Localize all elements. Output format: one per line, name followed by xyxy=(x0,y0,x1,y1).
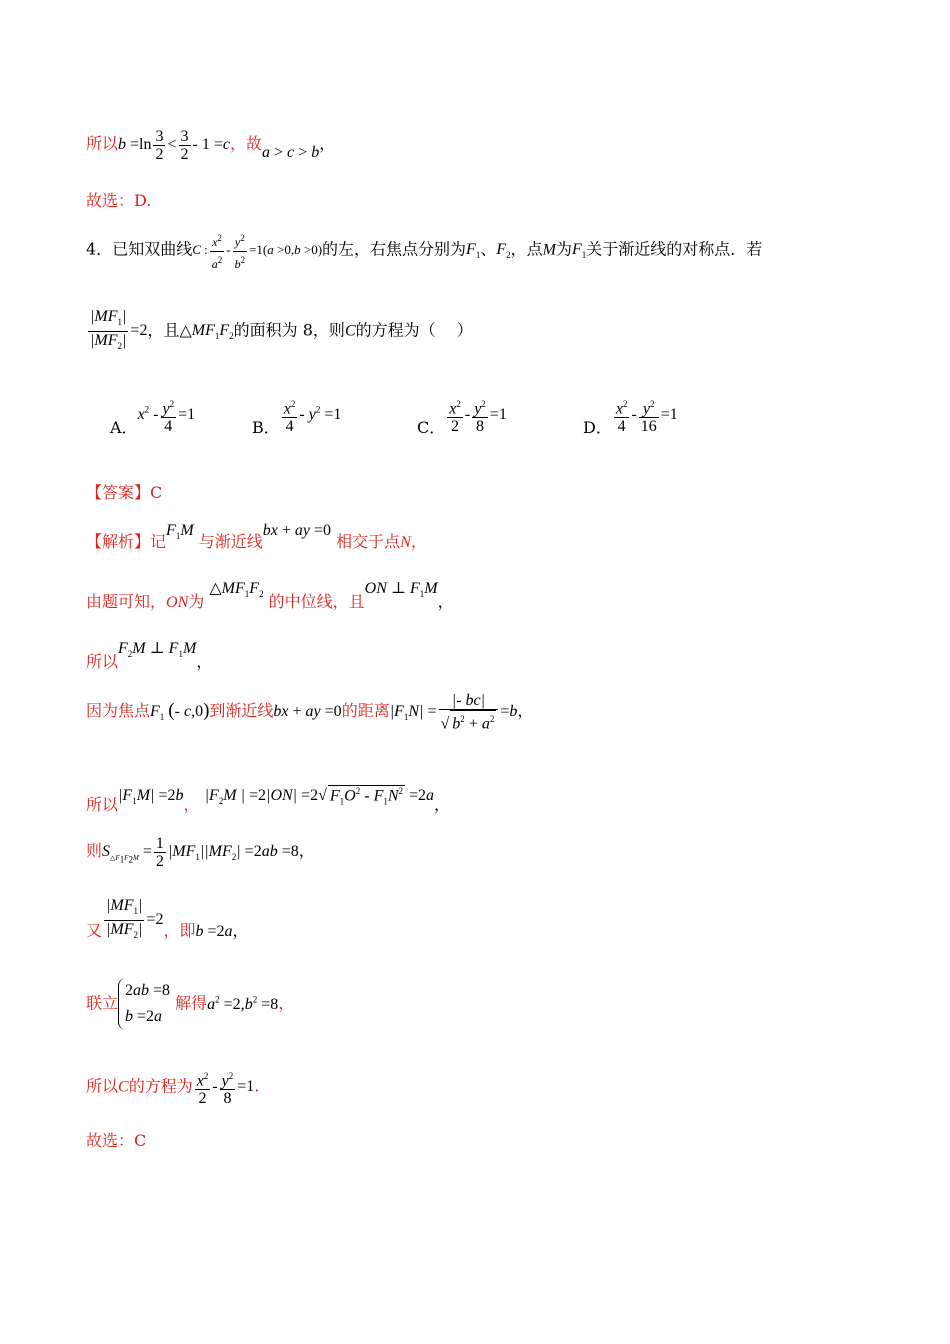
formula-F1M: $F_1M$ xyxy=(166,522,194,542)
option-d-formula: $\frac{x^2}{4}$ - $\frac{y^2}{16}$ =1 xyxy=(612,406,678,423)
option-a-formula: $x^2$ - $\frac{y^2}{4}$ =1 xyxy=(138,406,196,423)
option-c[interactable]: C． $\frac{x^2}{2}$ - $\frac{y^2}{8}$ =1 xyxy=(417,396,507,435)
analysis-line6: 则$S_{\triangle F_1F_2M}$ = $\frac{1}{2}$ $|MF_1||MF_2| =2ab =8$， xyxy=(86,835,315,870)
formula-asymptote: bx + ay =0 xyxy=(262,522,332,539)
question-stem-line1: 4．已知双曲线C : $\frac{x^2}{a^2}$ - $\frac{y^2}{b^2}$ =1(a >0,b >0)的左，右焦点分别为$F_1$、$F_2$，点M为$F_1$关于渐近线的对称点．若 xyxy=(86,230,762,273)
formula-F2M-perp: $F_2M$ ⊥ $F_1M$ xyxy=(118,640,197,660)
analysis-line5: 所以$|F_1M| =2b$， $|F_2M$ | =2|ON| =2√ $F_1O^2 - F_1N^2 =2a$， xyxy=(86,785,451,814)
formula-final-equation: $\frac{x^2}{2}$ - $\frac{y^2}{8}$ =1 xyxy=(193,1078,255,1095)
formula-ratio-condition: $\frac{|MF_1|}{|MF_2|}$ =2 xyxy=(90,308,148,352)
formula-b-ln: b =ln $\frac{3}{2}$ < $\frac{3}{2}$ - 1 =c xyxy=(118,128,230,163)
analysis-select-line: 故选：C xyxy=(86,1131,147,1150)
formula-triangle-MF1F2: $\triangle MF_1F_2$ xyxy=(209,580,264,600)
formula-F1b: $F_1$ xyxy=(571,241,587,261)
formula-F1: $F_1$ xyxy=(466,241,481,261)
formula-ratio-again: $\frac{|MF_1|}{|MF_2|}$ =2 xyxy=(106,897,164,941)
formula-distance: $|F_1N|$ = $\frac{|- bc|}{√ b^2 + a^2}$ =b xyxy=(389,692,518,733)
analysis-line3: 所以$F_2M$ ⊥ $F_1M$， xyxy=(86,640,213,671)
formula-F2: $F_2$ xyxy=(496,241,511,261)
formula-ON-perp: ON ⊥ $F_1M$ xyxy=(364,580,438,600)
prev-select-line: 故选：D. xyxy=(86,191,152,210)
analysis-line9: 所以C的方程为 $\frac{x^2}{2}$ - $\frac{y^2}{8}$ =1. xyxy=(86,1068,259,1107)
formula-triangle: $MF_1F_2$ xyxy=(191,322,234,342)
formula-solution: $a^2 =2,b^2 =8$ xyxy=(207,994,279,1013)
formula-area: $S_{\triangle F_1F_2M}$ = $\frac{1}{2}$ $|MF_1||MF_2| =2ab =8$ xyxy=(102,835,299,870)
formula-hyperbola-def: C : $\frac{x^2}{a^2}$ - $\frac{y^2}{b^2}$ =1(a >0,b >0) xyxy=(192,242,322,257)
formula-asymptote-2: bx + ay =0 xyxy=(273,702,342,720)
option-d[interactable]: D． $\frac{x^2}{4}$ - $\frac{y^2}{16}$ =1 xyxy=(583,396,678,435)
answer-line: 【答案】C xyxy=(86,483,163,502)
formula-focus: $F_1$ (- c,0) xyxy=(150,699,210,723)
option-a[interactable]: A．$x^2$ - $\frac{y^2}{4}$ =1 xyxy=(110,396,195,435)
prev-conclusion-line: 所以b =ln $\frac{3}{2}$ < $\frac{3}{2}$ - 1 =c，故a > c > b， xyxy=(86,128,336,163)
option-b-formula: $\frac{x^2}{4}$ - $y^2 =1$ xyxy=(280,406,342,423)
formula-b-2a: b =2a xyxy=(195,923,233,941)
analysis-line2: 由题可知，ON为 $\triangle MF_1F_2$ 的中位线，且ON ⊥ $F_1M$， xyxy=(86,580,454,611)
formula-F1M-length: $|F_1M| =2b$ xyxy=(118,787,184,807)
question-stem-line2: $\frac{|MF_1|}{|MF_2|}$ =2，且$\triangle MF_1F_2$的面积为 8，则C的方程为（ ） xyxy=(86,308,473,355)
analysis-line7: 又 $\frac{|MF_1|}{|MF_2|}$ =2，即b =2a， xyxy=(86,897,249,941)
analysis-line4: 因为焦点$F_1$ (- c,0)到渐近线bx + ay =0的距离$|F_1N|$ = $\frac{|- bc|}{√ b^2 + a^2}$ =b， xyxy=(86,692,534,733)
option-c-formula: $\frac{x^2}{2}$ - $\frac{y^2}{8}$ =1 xyxy=(445,406,507,423)
formula-F2M-length: $|F_2M$ | =2|ON| =2√ $F_1O^2 - F_1N^2 =2a$ xyxy=(204,785,435,807)
formula-a-c-b: a > c > b xyxy=(262,144,320,162)
analysis-line1: 【解析】记$F_1M$ 与渐近线bx + ay =0 相交于点N， xyxy=(86,522,427,551)
formula-system: 2ab =8 b =2a xyxy=(118,978,170,1030)
analysis-line8: 联立 2ab =8 b =2a 解得$a^2 =2,b^2 =8$， xyxy=(86,978,294,1030)
option-b[interactable]: B． $\frac{x^2}{4}$ - $y^2 =1$ xyxy=(252,396,341,435)
